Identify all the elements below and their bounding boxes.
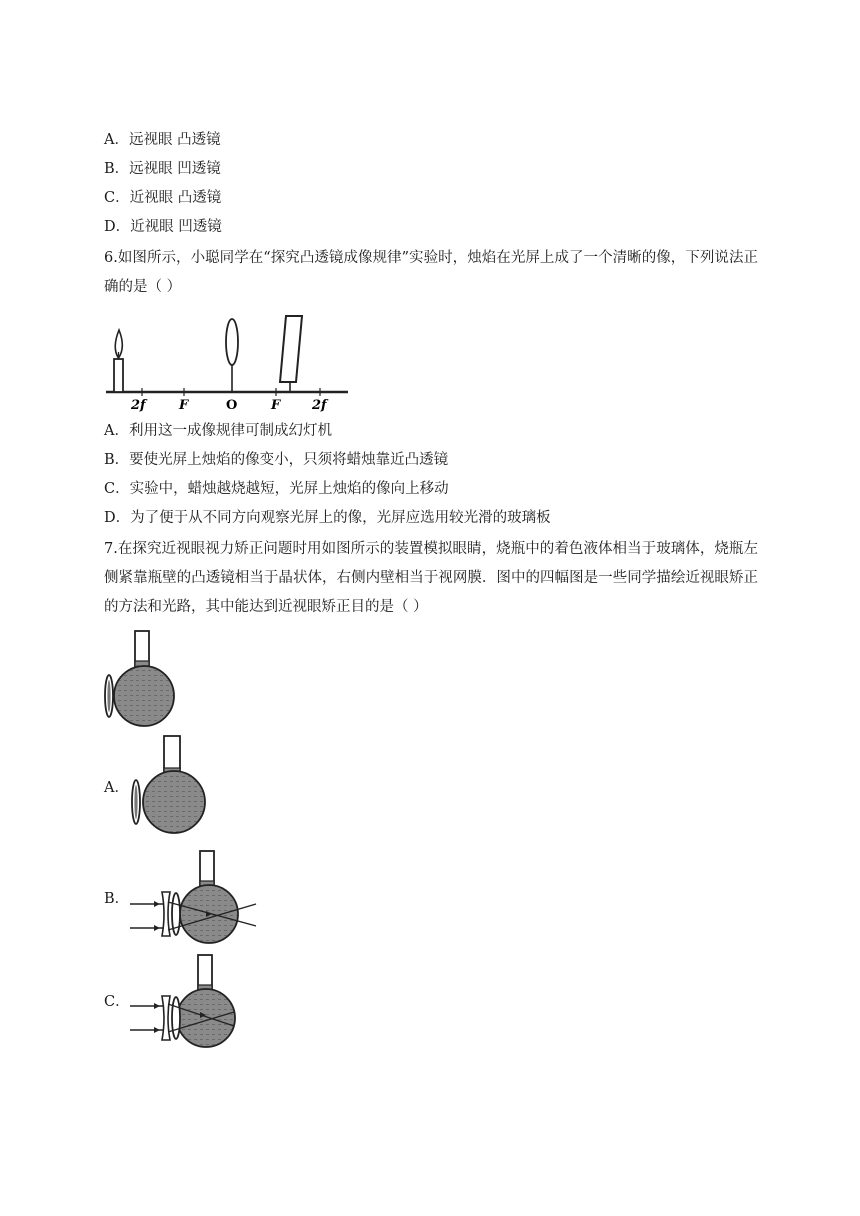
q7-stem: 7.在探究近视眼视力矫正问题时用如图所示的装置模拟眼睛，烧瓶中的着色液体相当于玻璃体，烧瓶左侧紧靠瓶壁的凸透镜相当于晶状体，右侧内壁相当于视网膜．图中的四幅图是一些同学描绘近视眼矫正的方法和光路，其中能达到近视眼矫正目的是（ ） <box>104 541 758 615</box>
label-2f-left: 2f <box>131 398 146 413</box>
label-2f-right: 2f <box>312 398 327 413</box>
label-f-right: F <box>271 398 281 413</box>
q7-option-a-figure <box>128 734 218 834</box>
q7-option-b-label: B． <box>104 891 130 907</box>
q7-option-a-label: A． <box>104 780 129 796</box>
q5-option-c: C．近视眼 凸透镜 <box>104 190 222 206</box>
q7-option-c-label: C． <box>104 994 130 1010</box>
q7-option-b-figure <box>128 848 264 944</box>
q5-option-d: D．近视眼 凹透镜 <box>104 219 222 235</box>
flask-eye-model-figure <box>100 628 190 728</box>
q6-stem: 6.如图所示，小聪同学在“探究凸透镜成像规律”实验时，烛焰在光屏上成了一个清晰的像，下列说法正确的是（ ） <box>104 250 758 295</box>
label-f-left: F <box>179 398 189 413</box>
q5-option-a: A．远视眼 凸透镜 <box>104 132 221 148</box>
q6-option-c: C．实验中，蜡烛越烧越短，光屏上烛焰的像向上移动 <box>104 481 449 497</box>
q5-option-b: B．远视眼 凹透镜 <box>104 161 221 177</box>
q6-option-b: B．要使光屏上烛焰的像变小，只须将蜡烛靠近凸透镜 <box>104 452 449 468</box>
q7-option-c-figure <box>128 952 240 1052</box>
q6-option-d: D．为了便于从不同方向观察光屏上的像，光屏应选用较光滑的玻璃板 <box>104 510 551 526</box>
optical-bench-figure <box>104 312 354 416</box>
q6-option-a: A．利用这一成像规律可制成幻灯机 <box>104 423 332 439</box>
label-o: O <box>226 398 238 413</box>
